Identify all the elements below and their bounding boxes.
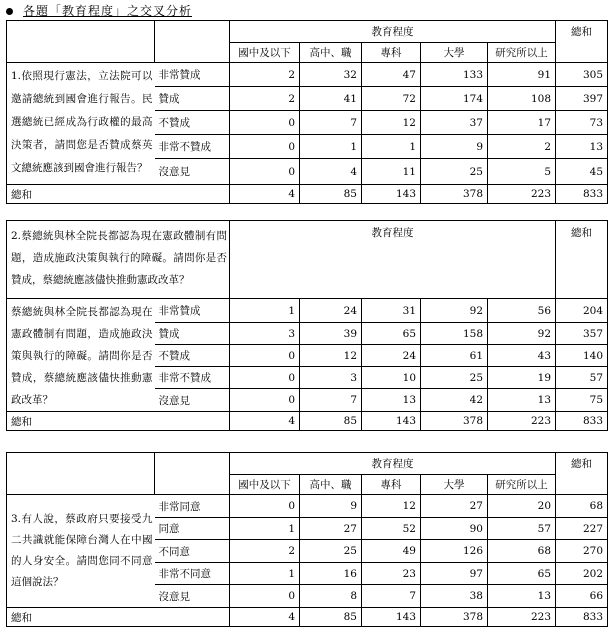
section-heading (4, 3, 192, 19)
total-value: 85 (300, 412, 362, 431)
cell-value: 39 (300, 323, 362, 345)
cell-value: 2 (230, 63, 300, 87)
total-value: 4 (230, 608, 300, 627)
total-value: 143 (362, 412, 421, 431)
blank-cell (7, 475, 155, 495)
education-header: 教育程度 (230, 453, 556, 475)
row-total: 204 (556, 299, 608, 323)
row-total: 397 (556, 87, 608, 111)
cell-value: 158 (421, 323, 488, 345)
total-value: 378 (421, 608, 488, 627)
cell-value: 8 (300, 585, 362, 608)
total-value: 223 (488, 412, 556, 431)
cell-value: 0 (230, 495, 300, 518)
cell-value: 24 (362, 345, 421, 367)
cell-value: 1 (230, 563, 300, 585)
cell-value: 126 (421, 540, 488, 563)
cell-value: 5 (488, 159, 556, 185)
cell-value: 1 (230, 518, 300, 540)
blank-cell (155, 21, 230, 43)
question-3: 3.有人說，蔡政府只要接受九二共識就能保障台灣人在中國的人身安全。請問您同不同意這個說法？ (7, 495, 155, 608)
cell-value: 16 (300, 563, 362, 585)
cell-value: 25 (300, 540, 362, 563)
row-total: 73 (556, 111, 608, 135)
cell-value: 65 (488, 563, 556, 585)
cell-value: 27 (300, 518, 362, 540)
cell-value: 12 (362, 111, 421, 135)
row-label: 非常贊成 (155, 299, 230, 323)
cell-value: 12 (300, 345, 362, 367)
cell-value: 19 (488, 367, 556, 389)
cell-value: 25 (421, 367, 488, 389)
cell-value: 37 (421, 111, 488, 135)
cell-value: 41 (300, 87, 362, 111)
cell-value: 13 (488, 389, 556, 412)
cell-value: 31 (362, 299, 421, 323)
total-value: 85 (300, 608, 362, 627)
cell-value: 0 (230, 135, 300, 159)
cell-value: 4 (300, 159, 362, 185)
blank-cell (155, 185, 230, 204)
cell-value: 57 (488, 518, 556, 540)
cell-value: 43 (488, 345, 556, 367)
row-total: 202 (556, 563, 608, 585)
col-header: 國中及以下 (230, 475, 300, 495)
cell-value: 20 (488, 495, 556, 518)
row-total: 57 (556, 367, 608, 389)
cell-value: 7 (300, 389, 362, 412)
total-header: 總和 (556, 21, 608, 43)
cell-value: 1 (230, 299, 300, 323)
question-2-restated: 蔡總統與林全院長都認為現在憲政體制有問題，造成施政決策與執行的障礙。請問你是否贊成，蔡總統應該儘快推動憲政改革？ (7, 299, 155, 412)
col-header: 高中、職 (300, 43, 362, 63)
row-label: 非常贊成 (155, 63, 230, 87)
total-value: 85 (300, 185, 362, 204)
total-value: 223 (488, 608, 556, 627)
row-label: 非常同意 (155, 495, 230, 518)
grand-total: 833 (556, 185, 608, 204)
total-value: 4 (230, 412, 300, 431)
row-label: 不贊成 (155, 111, 230, 135)
row-total: 357 (556, 323, 608, 345)
cell-value: 47 (362, 63, 421, 87)
cell-value: 97 (421, 563, 488, 585)
col-header: 國中及以下 (230, 43, 300, 63)
row-total: 305 (556, 63, 608, 87)
cell-value: 91 (488, 63, 556, 87)
row-label: 非常不贊成 (155, 367, 230, 389)
heading-text: 各題「教育程度」之交叉分析 (23, 4, 193, 18)
row-label: 同意 (155, 518, 230, 540)
cell-value: 1 (300, 135, 362, 159)
cell-value: 12 (362, 495, 421, 518)
bullet-icon (6, 8, 13, 15)
col-header: 專科 (362, 43, 421, 63)
cell-value: 7 (300, 111, 362, 135)
cell-value: 42 (421, 389, 488, 412)
blank-cell (155, 475, 230, 495)
cell-value: 7 (362, 585, 421, 608)
cell-value: 10 (362, 367, 421, 389)
cell-value: 68 (488, 540, 556, 563)
row-label: 非常不贊成 (155, 135, 230, 159)
cell-value: 133 (421, 63, 488, 87)
cell-value: 1 (362, 135, 421, 159)
crosstab-table-1 (6, 20, 608, 204)
cell-value: 13 (362, 389, 421, 412)
crosstab-table-2 (6, 220, 608, 431)
question-1: 1.依照現行憲法，立法院可以邀請總統到國會進行報告。民選總統已經成為行政權的最高決策者，請問您是否贊成蔡英文總統應該到國會進行報告？ (7, 63, 155, 185)
col-header: 專科 (362, 475, 421, 495)
education-header: 教育程度 (230, 21, 556, 43)
col-header: 研究所以上 (488, 43, 556, 63)
row-label: 贊成 (155, 323, 230, 345)
grand-total: 833 (556, 412, 608, 431)
row-label: 不贊成 (155, 345, 230, 367)
education-header: 教育程度 (230, 221, 556, 299)
row-total: 270 (556, 540, 608, 563)
row-label: 贊成 (155, 87, 230, 111)
cell-value: 23 (362, 563, 421, 585)
total-row-label: 總和 (7, 412, 155, 431)
cell-value: 0 (230, 111, 300, 135)
blank-cell (155, 412, 230, 431)
cell-value: 108 (488, 87, 556, 111)
total-value: 378 (421, 412, 488, 431)
row-total: 75 (556, 389, 608, 412)
total-header: 總和 (556, 221, 608, 299)
cell-value: 27 (421, 495, 488, 518)
blank-cell (556, 475, 608, 495)
blank-cell (7, 21, 155, 43)
cell-value: 32 (300, 63, 362, 87)
cell-value: 3 (230, 323, 300, 345)
col-header: 高中、職 (300, 475, 362, 495)
cell-value: 61 (421, 345, 488, 367)
cell-value: 17 (488, 111, 556, 135)
cell-value: 2 (488, 135, 556, 159)
cell-value: 2 (230, 540, 300, 563)
total-value: 143 (362, 608, 421, 627)
cell-value: 38 (421, 585, 488, 608)
cell-value: 0 (230, 345, 300, 367)
cell-value: 11 (362, 159, 421, 185)
row-total: 66 (556, 585, 608, 608)
row-total: 13 (556, 135, 608, 159)
cell-value: 0 (230, 159, 300, 185)
blank-cell (155, 43, 230, 63)
cell-value: 52 (362, 518, 421, 540)
cell-value: 25 (421, 159, 488, 185)
cell-value: 0 (230, 389, 300, 412)
cell-value: 65 (362, 323, 421, 345)
row-label: 不同意 (155, 540, 230, 563)
cell-value: 3 (300, 367, 362, 389)
total-header: 總和 (556, 453, 608, 475)
total-row-label: 總和 (7, 608, 155, 627)
cell-value: 2 (230, 87, 300, 111)
blank-cell (155, 608, 230, 627)
row-label: 沒意見 (155, 585, 230, 608)
col-header: 大學 (421, 43, 488, 63)
crosstab-table-3 (6, 452, 608, 627)
col-header: 大學 (421, 475, 488, 495)
row-label: 沒意見 (155, 389, 230, 412)
row-label: 非常不同意 (155, 563, 230, 585)
cell-value: 92 (488, 323, 556, 345)
cell-value: 90 (421, 518, 488, 540)
blank-cell (556, 43, 608, 63)
cell-value: 9 (421, 135, 488, 159)
cell-value: 56 (488, 299, 556, 323)
question-2: 2.蔡總統與林全院長都認為現在憲政體制有問題，造成施政決策與執行的障礙。請問你是否贊成，蔡總統應該儘快推動憲政改革？ (7, 221, 230, 299)
total-value: 378 (421, 185, 488, 204)
row-total: 45 (556, 159, 608, 185)
blank-cell (155, 453, 230, 475)
grand-total: 833 (556, 608, 608, 627)
cell-value: 174 (421, 87, 488, 111)
total-value: 143 (362, 185, 421, 204)
total-row-label: 總和 (7, 185, 155, 204)
cell-value: 9 (300, 495, 362, 518)
cell-value: 72 (362, 87, 421, 111)
cell-value: 13 (488, 585, 556, 608)
total-value: 223 (488, 185, 556, 204)
row-total: 140 (556, 345, 608, 367)
cell-value: 0 (230, 367, 300, 389)
cell-value: 92 (421, 299, 488, 323)
cell-value: 49 (362, 540, 421, 563)
row-label: 沒意見 (155, 159, 230, 185)
blank-cell (7, 453, 155, 475)
col-header: 研究所以上 (488, 475, 556, 495)
cell-value: 0 (230, 585, 300, 608)
row-total: 227 (556, 518, 608, 540)
row-total: 68 (556, 495, 608, 518)
total-value: 4 (230, 185, 300, 204)
cell-value: 24 (300, 299, 362, 323)
blank-cell (7, 43, 155, 63)
